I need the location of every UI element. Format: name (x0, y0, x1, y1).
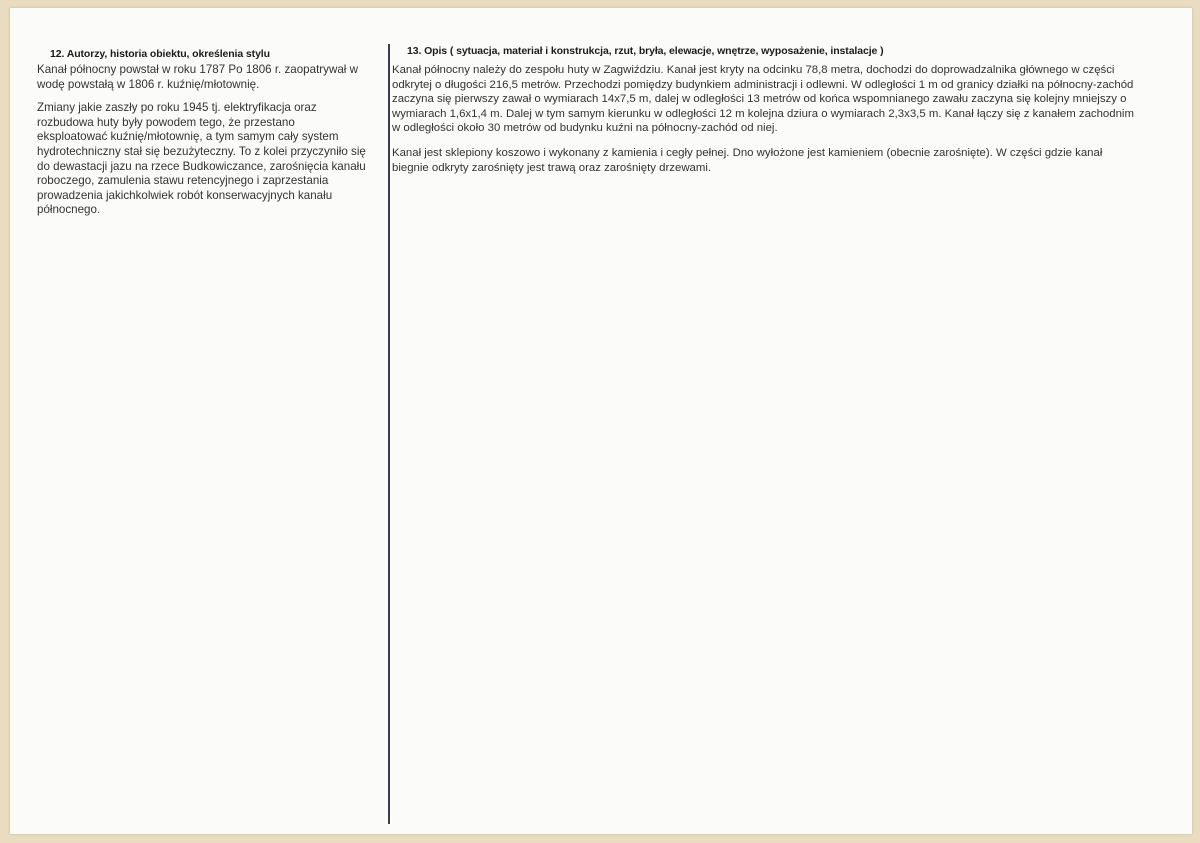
section-13-paragraph-2: Kanał jest sklepiony koszowo i wykonany z kamienia i cegły pełnej. Dno wyłożone jest kamieniem (obecnie zarośnięte). W części gdzie kanał biegnie odkryty zarośnięty jest trawą oraz zarośnięty drzewami. (392, 146, 1103, 174)
section-12-heading: 12. Autorzy, historia obiektu, określenia stylu (50, 48, 270, 60)
section-13-heading: 13. Opis ( sytuacja, materiał i konstrukcja, rzut, bryła, elewacje, wnętrze, wyposażenie, instalacje ) (407, 45, 884, 57)
section-12-paragraph-2: Zmiany jakie zaszły po roku 1945 tj. elektryfikacja oraz rozbudowa huty były powodem tego, że przestano eksploatować kuźnię/młotownię, a tym samym cały system hydrotechniczny stał się bezużyteczny. To z kolei przyczyniło się do dewastacji jazu na rzece Budkowiczance, zarośnięcia kanału roboczego, zamulenia stawu retencyjnego i zaprzestania prowadzenia jakichkolwiek robót konserwacyjnych kanału północnego. (37, 101, 366, 217)
column-divider (388, 44, 390, 824)
section-13-paragraph-1: Kanał północny należy do zespołu huty w Zagwiździu. Kanał jest kryty na odcinku 78,8 metra, dochodzi do doprowadzalnika głównego w części odkrytej o długości 216,5 metrów. Przechodzi pomiędzy budynkiem administracji i odlewni. W odległości 1 m od granicy działki na północny-zachód zaczyna się pierwszy zawał o wymiarach 14x7,5 m, dalej w odległości 13 metrów od końca wspomnianego zawału zaczyna się kolejny mniejszy o wymiarach 1,6x1,4 m. Dalej w tym samym kierunku w odległości 12 m kolejna dziura o wymiarach 2,3x3,5 m. Kanał łączy się z kanałem zachodnim w odległości około 30 metrów od budynku kuźni na północny-zachód od niej. (392, 64, 1134, 135)
section-13-body (392, 63, 1140, 184)
section-12-paragraph-1: Kanał północny powstał w roku 1787 Po 1806 r. zaopatrywał w wodę powstałą w 1806 r. kuźnię/młotownię. (37, 63, 358, 91)
section-12-body (37, 63, 368, 227)
